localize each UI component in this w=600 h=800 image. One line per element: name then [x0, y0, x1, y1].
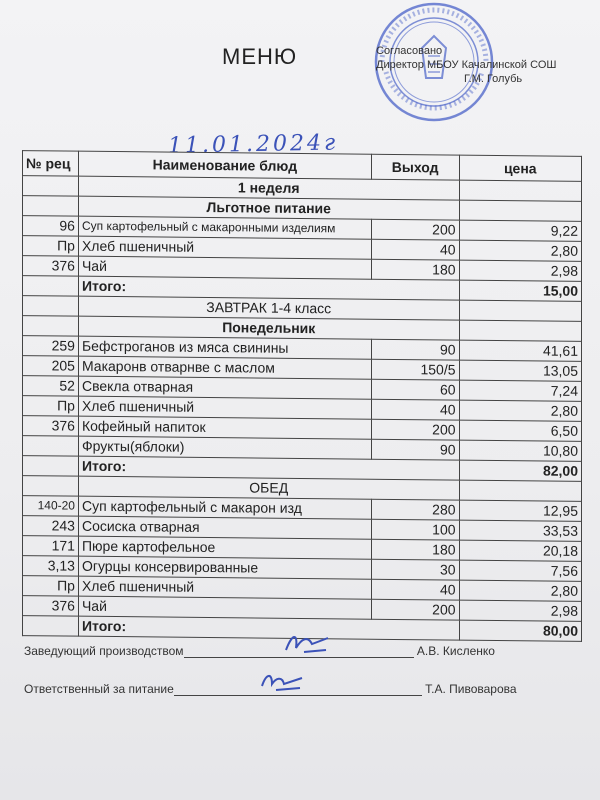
recipe-number-cell: 243 [23, 516, 79, 537]
output-cell: 180 [371, 539, 459, 560]
price-cell: 41,61 [459, 340, 581, 361]
recipe-number-cell: 205 [23, 356, 79, 377]
price-cell: 13,05 [459, 360, 581, 381]
price-cell: 2,80 [459, 240, 581, 261]
price-cell [459, 200, 581, 221]
recipe-number-cell: 96 [23, 216, 79, 237]
dish-name-cell: Кофейный напиток [78, 416, 371, 439]
total-label-cell: Итого: [78, 276, 459, 300]
dish-name-cell: Хлеб пшеничный [78, 576, 371, 599]
approval-block [376, 44, 556, 86]
price-cell: 7,56 [459, 560, 581, 581]
output-cell: 40 [371, 239, 459, 260]
price-cell: 2,80 [459, 400, 581, 421]
output-cell: 90 [371, 339, 459, 360]
output-cell: 180 [371, 259, 459, 280]
recipe-number-cell [23, 276, 79, 297]
output-cell: 100 [371, 519, 459, 540]
recipe-number-cell: 3,13 [23, 556, 79, 577]
manager-name: А.В. Кисленко [416, 644, 495, 658]
recipe-number-cell [23, 436, 79, 457]
output-cell: 30 [371, 559, 459, 580]
price-cell [459, 320, 581, 341]
menu-table [22, 150, 582, 642]
responsible-handwritten-signature [258, 666, 308, 700]
output-cell: 200 [371, 419, 459, 440]
total-price-cell: 80,00 [459, 620, 581, 641]
price-cell: 9,22 [459, 220, 581, 241]
dish-name-cell: Сосиска отварная [78, 516, 371, 539]
price-cell: 12,95 [459, 500, 581, 521]
recipe-number-cell: 259 [23, 336, 79, 357]
price-cell: 33,53 [459, 520, 581, 541]
recipe-number-cell: 376 [23, 416, 79, 437]
recipe-number-cell [23, 316, 79, 337]
responsible-label: Ответственный за питание [24, 682, 174, 696]
output-cell: 280 [371, 499, 459, 520]
section-title-cell: 1 неделя [78, 176, 459, 200]
recipe-number-cell: Пр [23, 576, 79, 597]
column-header-name: Наименование блюд [78, 151, 371, 179]
recipe-number-cell: Пр [23, 396, 79, 417]
dish-name-cell: Чай [78, 256, 371, 279]
price-cell: 10,80 [459, 440, 581, 461]
recipe-number-cell [23, 476, 79, 497]
price-cell [459, 180, 581, 201]
approval-line-2: Директор МБОУ Качалинской СОШ [376, 59, 557, 71]
recipe-number-cell [23, 616, 79, 637]
output-cell: 90 [371, 439, 459, 460]
dish-name-cell: Пюре картофельное [78, 536, 371, 559]
dish-name-cell: Чай [78, 596, 371, 619]
price-cell: 20,18 [459, 540, 581, 561]
price-cell [459, 480, 581, 501]
output-cell: 200 [371, 219, 459, 240]
column-header-output: Выход [371, 154, 459, 180]
output-cell: 40 [371, 399, 459, 420]
total-price-cell: 15,00 [459, 280, 581, 301]
recipe-number-cell [23, 456, 79, 477]
price-cell [459, 300, 581, 321]
column-header-code: № рец [23, 151, 79, 177]
manager-signature-line [24, 644, 495, 658]
price-cell: 6,50 [459, 420, 581, 441]
total-label-cell: Итого: [78, 616, 459, 640]
menu-table-body [23, 176, 582, 642]
approval-line-1: Согласовано [376, 45, 443, 57]
manager-label: Заведующий производством [24, 644, 184, 658]
dish-name-cell: Свекла отварная [78, 376, 371, 399]
section-title-cell: Льготное питание [78, 196, 459, 220]
dish-name-cell: Огурцы консервированные [78, 556, 371, 579]
recipe-number-cell: 376 [23, 256, 79, 277]
dish-name-cell: Хлеб пшеничный [78, 236, 371, 259]
column-header-price: цена [459, 155, 581, 181]
recipe-number-cell [23, 296, 79, 317]
total-label-cell: Итого: [78, 456, 459, 480]
total-price-cell: 82,00 [459, 460, 581, 481]
price-cell: 7,24 [459, 380, 581, 401]
output-cell: 200 [371, 599, 459, 620]
recipe-number-cell: 376 [23, 596, 79, 617]
dish-name-cell: Макаронв отварнве с маслом [78, 356, 371, 379]
section-title-cell: ЗАВТРАК 1-4 класс [78, 296, 459, 320]
recipe-number-cell: 52 [23, 376, 79, 397]
dish-name-cell: Суп картофельный с макарон изд [78, 496, 371, 519]
approval-line-3: Г.М. Голубь [464, 73, 523, 85]
dish-name-cell: Бефстроганов из мяса свинины [78, 336, 371, 359]
dish-name-cell: Хлеб пшеничный [78, 396, 371, 419]
recipe-number-cell: Пр [23, 236, 79, 257]
dish-name-cell: Фрукты(яблоки) [78, 436, 371, 459]
recipe-number-cell [23, 176, 79, 197]
dish-name-cell: Суп картофельный с макаронными изделиям [78, 216, 371, 239]
price-cell: 2,98 [459, 600, 581, 621]
responsible-name: Т.А. Пивоварова [425, 682, 517, 696]
section-title-cell: ОБЕД [78, 476, 459, 500]
output-cell: 150/5 [371, 359, 459, 380]
recipe-number-cell: 171 [23, 536, 79, 557]
output-cell: 60 [371, 379, 459, 400]
recipe-number-cell [23, 196, 79, 217]
recipe-number-cell: 140-20 [23, 496, 79, 517]
output-cell: 40 [371, 579, 459, 600]
price-cell: 2,80 [459, 580, 581, 601]
page-title: МЕНЮ [222, 44, 298, 69]
price-cell: 2,98 [459, 260, 581, 281]
manager-handwritten-signature [282, 628, 332, 662]
section-title-cell: Понедельник [78, 316, 459, 340]
handwritten-date: 11.01.2024г [167, 130, 339, 159]
